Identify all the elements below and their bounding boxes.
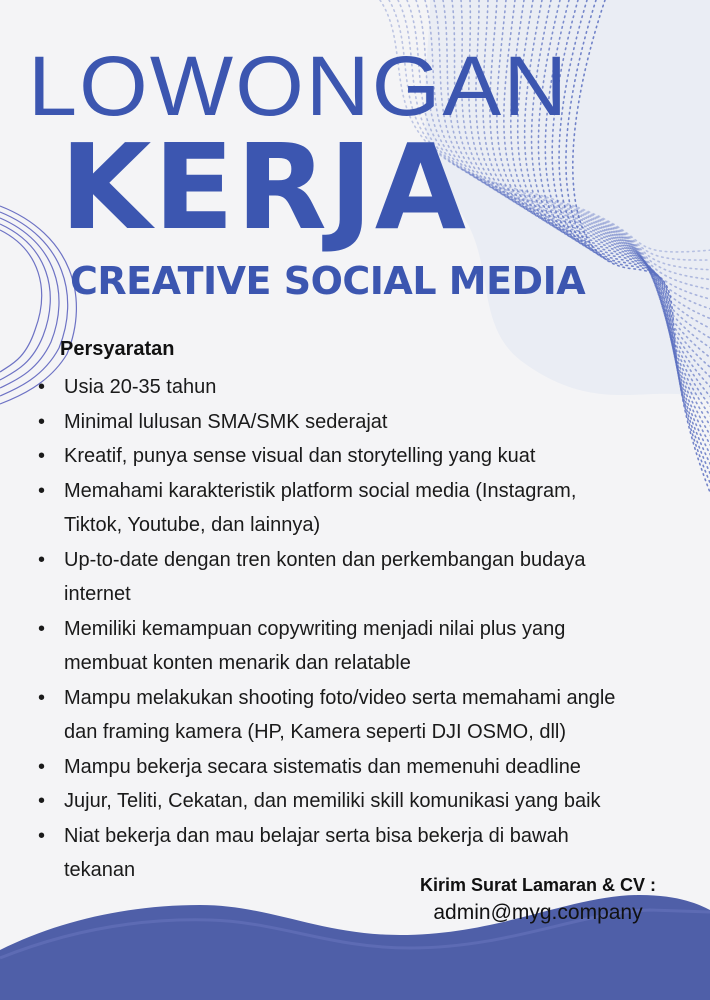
requirement-text: Mampu bekerja secara sistematis dan memenuhi deadline xyxy=(64,755,581,778)
requirement-item xyxy=(38,750,698,785)
requirements-list xyxy=(38,370,698,888)
bullet-icon: • xyxy=(38,617,46,640)
bullet-icon: • xyxy=(38,755,46,778)
requirement-text: Tiktok, Youtube, dan lainnya) xyxy=(64,514,321,536)
requirements-heading: Persyaratan xyxy=(60,338,175,360)
title-kerja: KERJA xyxy=(60,118,469,256)
requirement-text: Memahami karakteristik platform social media (Instagram, xyxy=(64,479,577,502)
requirement-text: Mampu melakukan shooting foto/video serta memahami angle xyxy=(64,686,616,709)
requirement-item xyxy=(38,370,698,405)
requirement-text: Kreatif, punya sense visual dan storytelling yang kuat xyxy=(64,445,536,467)
contact-email: admin@myg.company xyxy=(433,901,643,924)
requirement-text: membuat konten menarik dan relatable xyxy=(64,652,411,674)
requirement-item xyxy=(38,474,698,543)
bullet-icon: • xyxy=(38,445,46,467)
contact-block xyxy=(388,872,688,928)
requirement-item xyxy=(38,681,698,750)
requirement-text: Jujur, Teliti, Cekatan, dan memiliki skill komunikasi yang baik xyxy=(64,790,601,812)
requirement-text: internet xyxy=(64,583,131,605)
requirement-item xyxy=(38,784,698,819)
title-lowongan: LOWONGAN xyxy=(28,39,570,133)
bullet-icon: • xyxy=(38,376,46,398)
requirement-item xyxy=(38,543,698,612)
requirement-text: Minimal lulusan SMA/SMK sederajat xyxy=(64,410,388,433)
requirement-text: Up-to-date dengan tren konten dan perkembangan budaya xyxy=(64,548,586,571)
requirement-text: Usia 20-35 tahun xyxy=(64,376,217,398)
bullet-icon: • xyxy=(38,686,46,709)
requirement-text: Niat bekerja dan mau belajar serta bisa bekerja di bawah xyxy=(64,824,569,847)
requirement-text: Memiliki kemampuan copywriting menjadi nilai plus yang xyxy=(64,617,566,640)
bullet-icon: • xyxy=(38,790,46,812)
requirement-item xyxy=(38,405,698,440)
bullet-icon: • xyxy=(38,479,46,502)
job-position-title: CREATIVE SOCIAL MEDIA xyxy=(70,259,586,303)
requirement-item xyxy=(38,439,698,474)
bullet-icon: • xyxy=(38,410,46,433)
requirement-item xyxy=(38,612,698,681)
requirement-text: dan framing kamera (HP, Kamera seperti DJI OSMO, dll) xyxy=(64,721,567,743)
requirement-text: tekanan xyxy=(64,859,136,881)
bullet-icon: • xyxy=(38,548,46,571)
bullet-icon: • xyxy=(38,824,46,847)
contact-label: Kirim Surat Lamaran & CV : xyxy=(419,875,657,895)
